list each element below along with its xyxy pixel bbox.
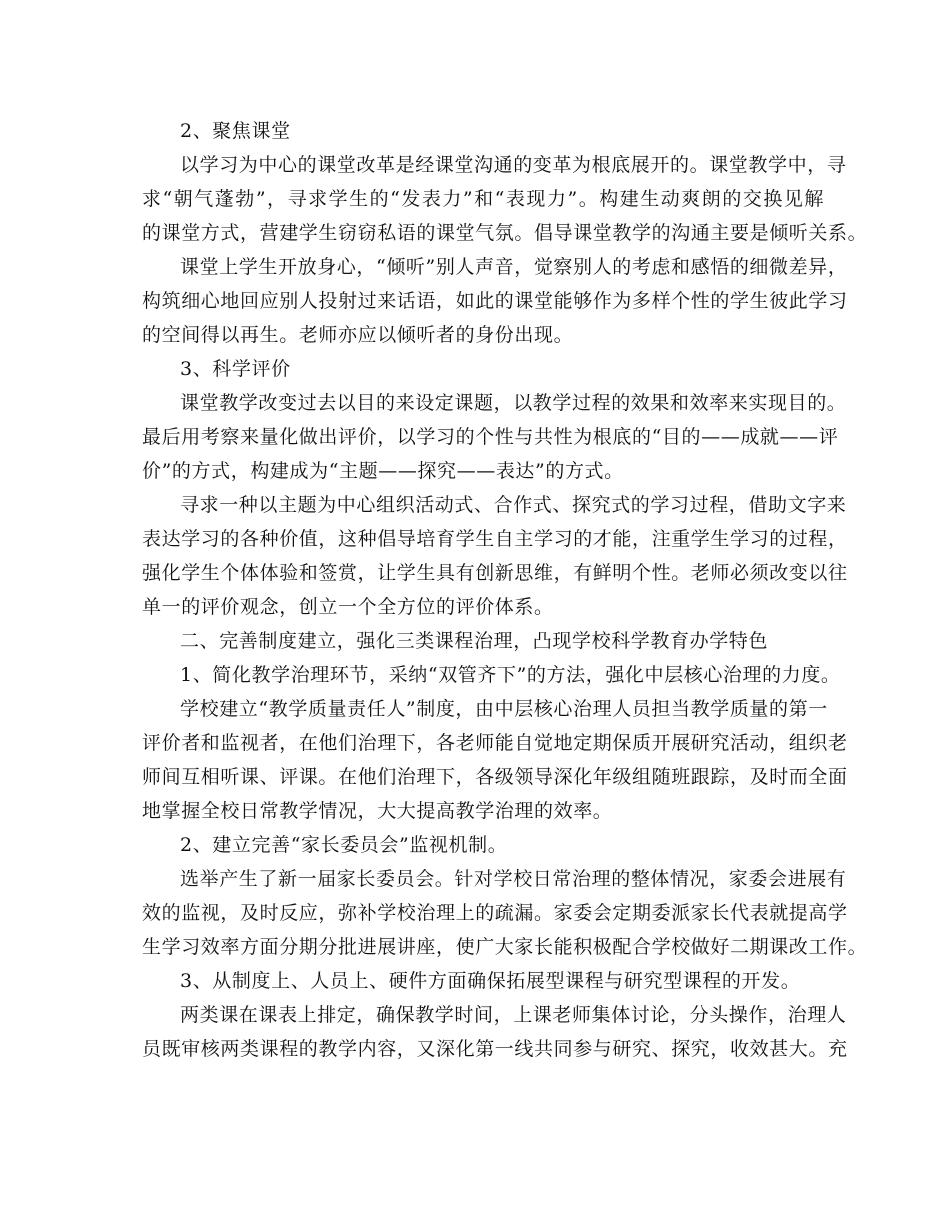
section-heading: 2、聚焦课堂 [180, 120, 291, 142]
paragraph-line: 以学习为中心的课堂改革是经课堂沟通的变革为根底展开的。课堂教学中，寻 [180, 154, 847, 176]
paragraph-line: 的空间得以再生。老师亦应以倾听者的身份出现。 [142, 324, 574, 346]
paragraph-line: 师间互相听课、评课。在他们治理下，各级领导深化年级组随班跟踪，及时而全面 [142, 766, 848, 788]
paragraph-line: 最后用考察来量化做出评价，以学习的个性与共性为根底的“目的——成就——评 [142, 426, 839, 448]
section-heading: 二、完善制度建立，强化三类课程治理，凸现学校科学教育办学特色 [180, 630, 769, 652]
paragraph-line: 课堂上学生开放身心，“倾听”别人声音，觉察别人的考虑和感悟的细微差异， [180, 256, 848, 278]
paragraph-line: 效的监视，及时反应，弥补学校治理上的疏漏。家委会定期委派家长代表就提高学 [142, 902, 848, 924]
paragraph-line: 寻求一种以主题为中心组织活动式、合作式、探究式的学习过程，借助文字来 [180, 494, 847, 516]
paragraph-line: 价”的方式，构建成为“主题——探究——表达”的方式。 [142, 460, 624, 482]
paragraph-line: 员既审核两类课程的教学内容，又深化第一线共同参与研究、探究，收效甚大。充 [142, 1038, 848, 1060]
paragraph-line: 课堂教学改变过去以目的来设定课题，以教学过程的效果和效率来实现目的。 [180, 392, 847, 414]
paragraph-line: 选举产生了新一届家长委员会。针对学校日常治理的整体情况，家委会进展有 [180, 868, 847, 890]
section-heading: 3、科学评价 [180, 358, 291, 380]
paragraph-line: 生学习效率方面分期分批进展讲座，使广大家长能积极配合学校做好二期课改工作。 [142, 936, 868, 958]
paragraph-line: 的课堂方式，营建学生窃窃私语的课堂气氛。倡导课堂教学的沟通主要是倾听关系。 [142, 222, 868, 244]
subsection-heading: 2、建立完善“家长委员会”监视机制。 [180, 834, 508, 856]
paragraph-line: 地掌握全校日常教学情况，大大提高教学治理的效率。 [142, 800, 613, 822]
paragraph-line: 两类课在课表上排定，确保教学时间，上课老师集体讨论，分头操作，治理人 [180, 1004, 847, 1026]
paragraph-line: 求“朝气蓬勃”，寻求学生的“发表力”和“表现力”。构建生动爽朗的交换见解 [142, 188, 824, 210]
paragraph-line: 学校建立“教学质量责任人”制度，由中层核心治理人员担当教学质量的第一 [180, 698, 828, 720]
paragraph-line: 强化学生个体体验和签赏，让学生具有创新思维，有鲜明个性。老师必须改变以往 [142, 562, 848, 584]
document-body [142, 114, 868, 1066]
paragraph-line: 单一的评价观念，创立一个全方位的评价体系。 [142, 596, 554, 618]
subsection-heading: 1、简化教学治理环节，采纳“双管齐下”的方法，强化中层核心治理的力度。 [180, 664, 841, 686]
paragraph-line: 构筑细心地回应别人投射过来话语，如此的课堂能够作为多样个性的学生彼此学习 [142, 290, 848, 312]
paragraph-line: 评价者和监视者，在他们治理下，各老师能自觉地定期保质开展研究活动，组织老 [142, 732, 848, 754]
subsection-heading: 3、从制度上、人员上、硬件方面确保拓展型课程与研究型课程的开发。 [180, 970, 801, 992]
paragraph-line: 表达学习的各种价值，这种倡导培育学生自主学习的才能，注重学生学习的过程， [142, 528, 848, 550]
